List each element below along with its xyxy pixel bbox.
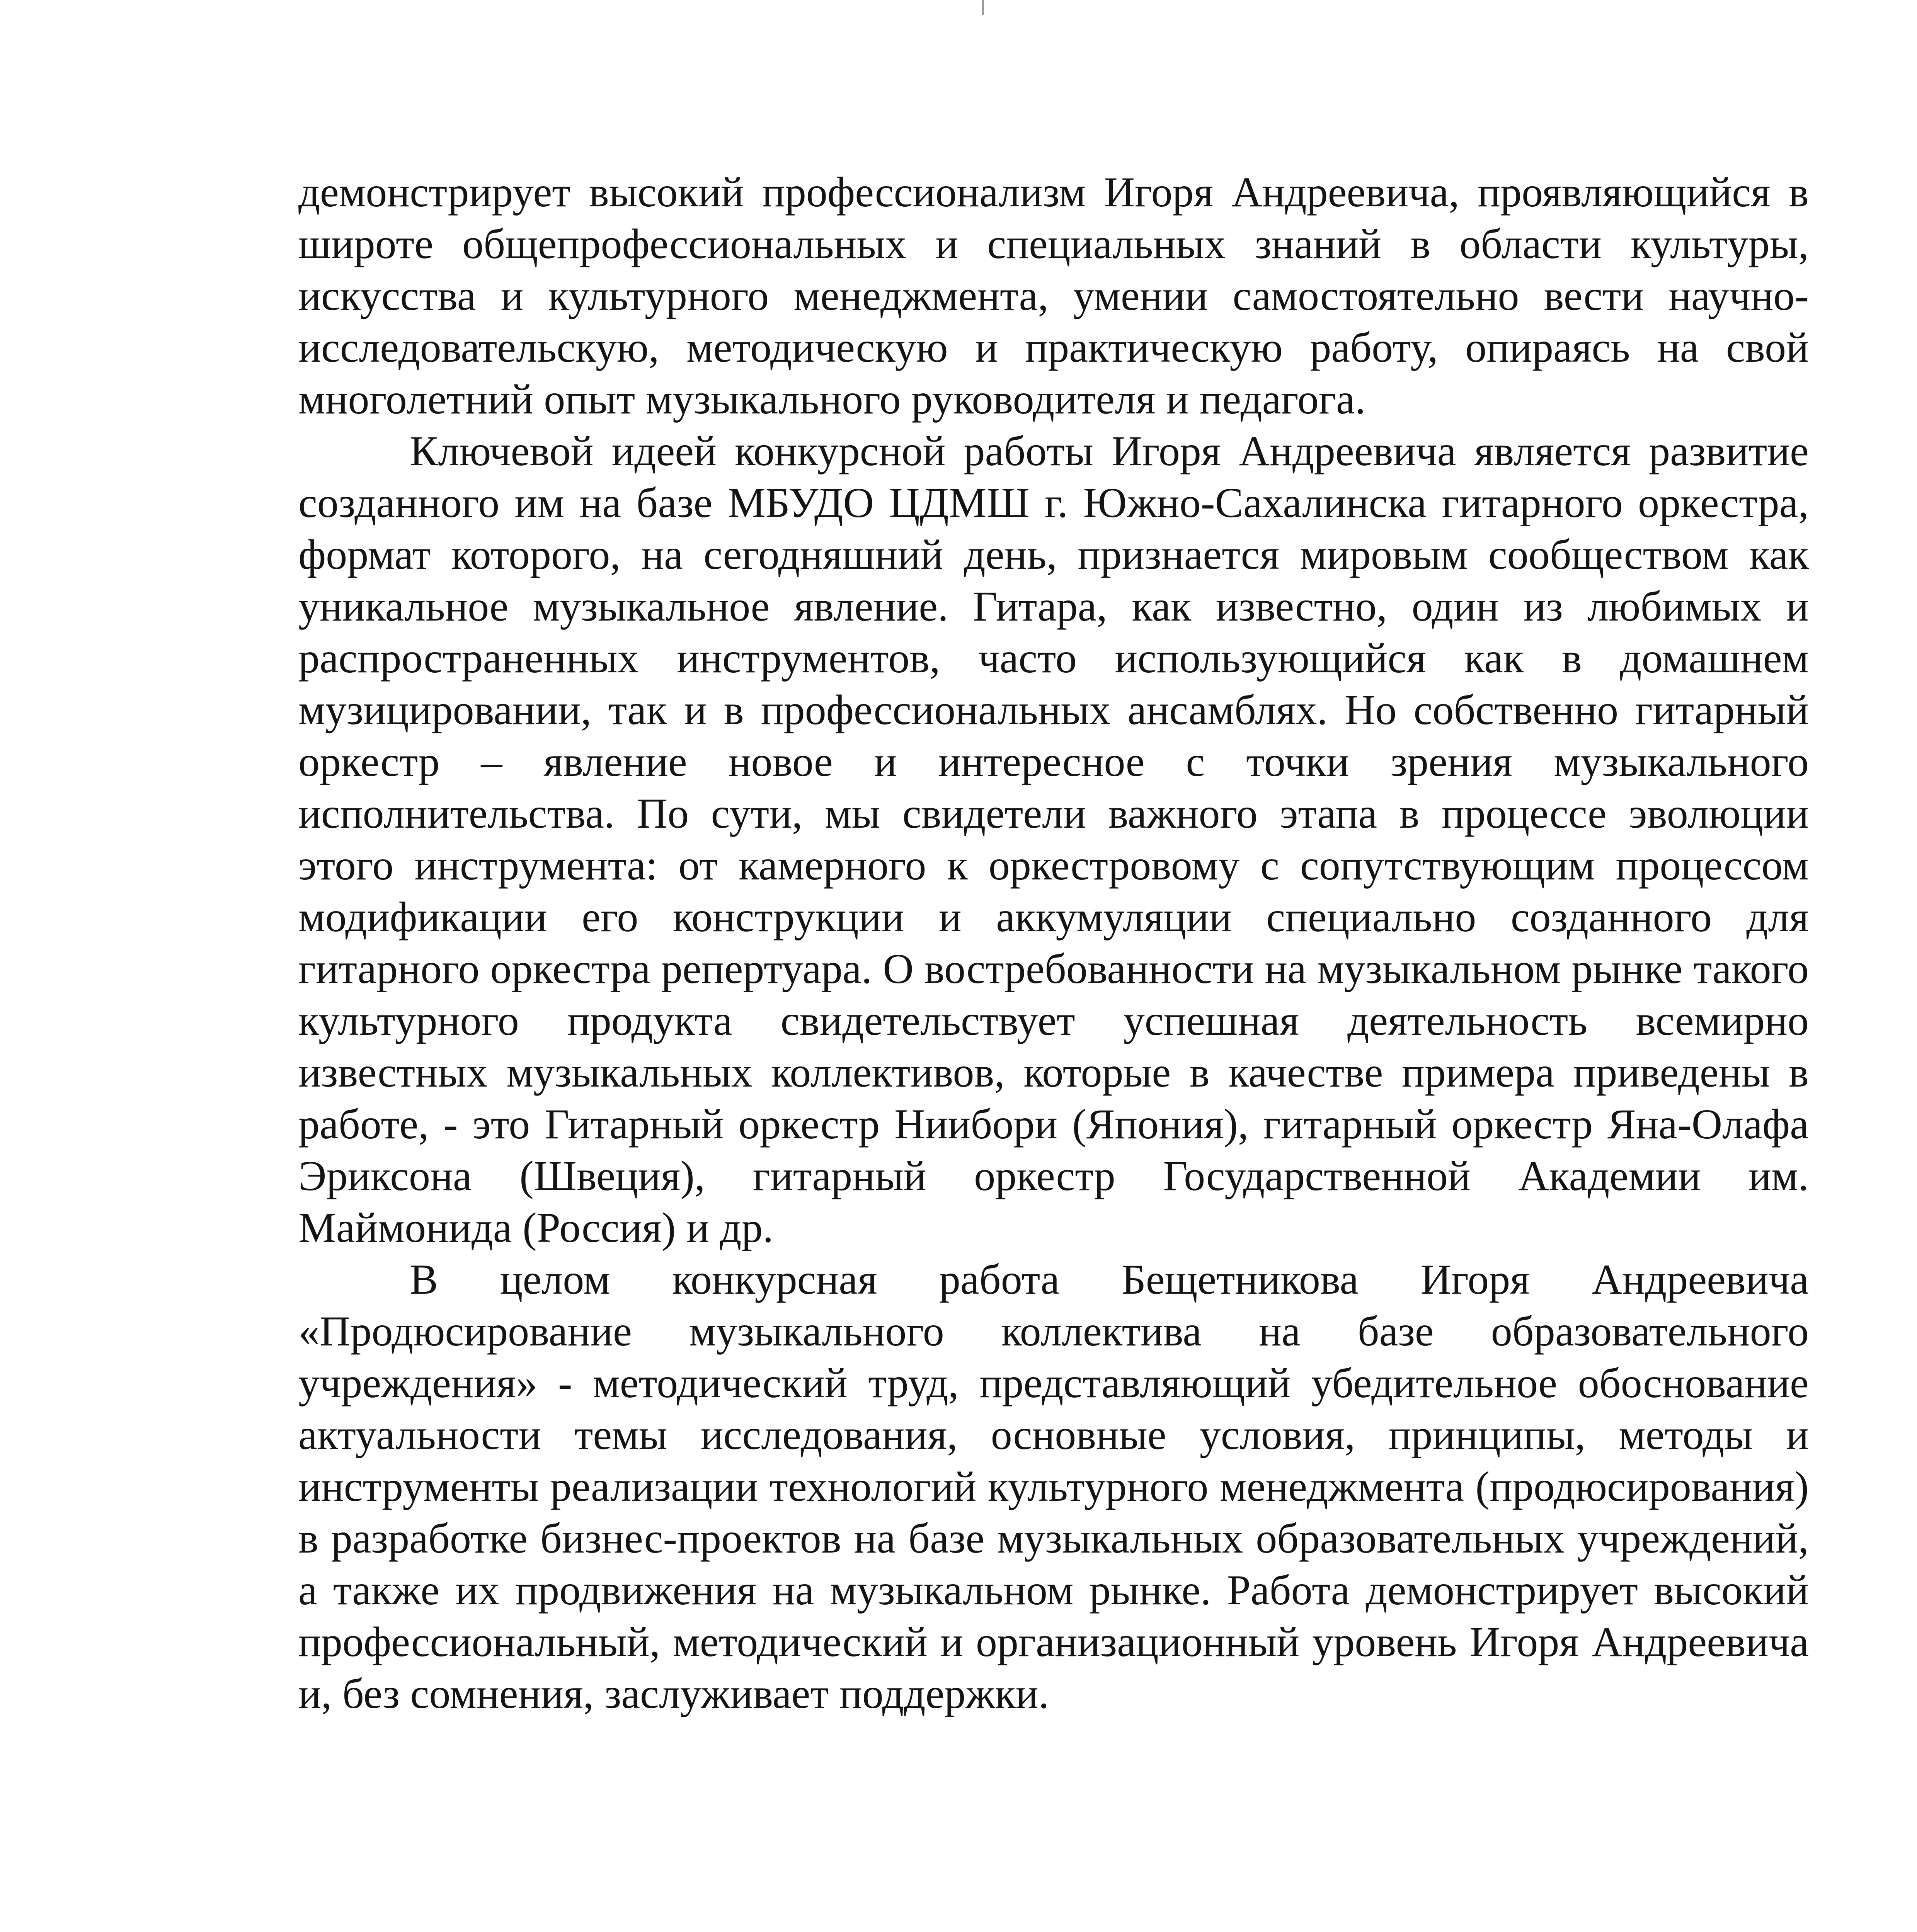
- letter-body: [298, 166, 1809, 1719]
- paragraph-3: В целом конкурсная работа Бещетникова Игоря Андреевича «Продюсирование музыкального коллектива на базе образовательного учреждения» - методический труд, представляющий убедительное обоснование актуальности темы исследования, основные условия, принципы, методы и инструменты реализации технологий культурного менеджмента (продюсирования) в разработке бизнес-проектов на базе музыкальных образовательных учреждений, а также их продвижения на музыкальном рынке. Работа демонстрирует высокий профессиональный, методический и организационный уровень Игоря Андреевича и, без сомнения, заслуживает поддержки.: [298, 1256, 1809, 1717]
- page-edge-mark: [982, 0, 984, 15]
- paragraph-2: Ключевой идеей конкурсной работы Игоря Андреевича является развитие созданного им на базе МБУДО ЦДМШ г. Южно-Сахалинска гитарного оркестра, формат которого, на сегодняшний день, признается мировым сообществом как уникальное музыкальное явление. Гитара, как известно, один из любимых и распространенных инструментов, часто использующийся как в домашнем музицировании, так и в профессиональных ансамблях. Но собственно гитарный оркестр – явление новое и интересное с точки зрения музыкального исполнительства. По сути, мы свидетели важного этапа в процессе эволюции этого инструмента: от камерного к оркестровому с сопутствующим процессом модификации его конструкции и аккумуляции специально созданного для гитарного оркестра репертуара. О востребованности на музыкальном рынке такого культурного продукта свидетельствует успешная деятельность всемирно известных музыкальных коллективов, которые в качестве примера приведены в работе, - это Гитарный оркестр Ниибори (Япония), гитарный оркестр Яна-Олафа Эриксона (Швеция), гитарный оркестр Государственной Академии им. Маймонида (Россия) и др.: [298, 427, 1809, 1251]
- paragraph-1: демонстрирует высокий профессионализм Игоря Андреевича, проявляющийся в широте общепрофессиональных и специальных знаний в области культуры, искусства и культурного менеджмента, умении самостоятельно вести научно-исследовательскую, методическую и практическую работу, опираясь на свой многолетний опыт музыкального руководителя и педагога.: [298, 168, 1809, 423]
